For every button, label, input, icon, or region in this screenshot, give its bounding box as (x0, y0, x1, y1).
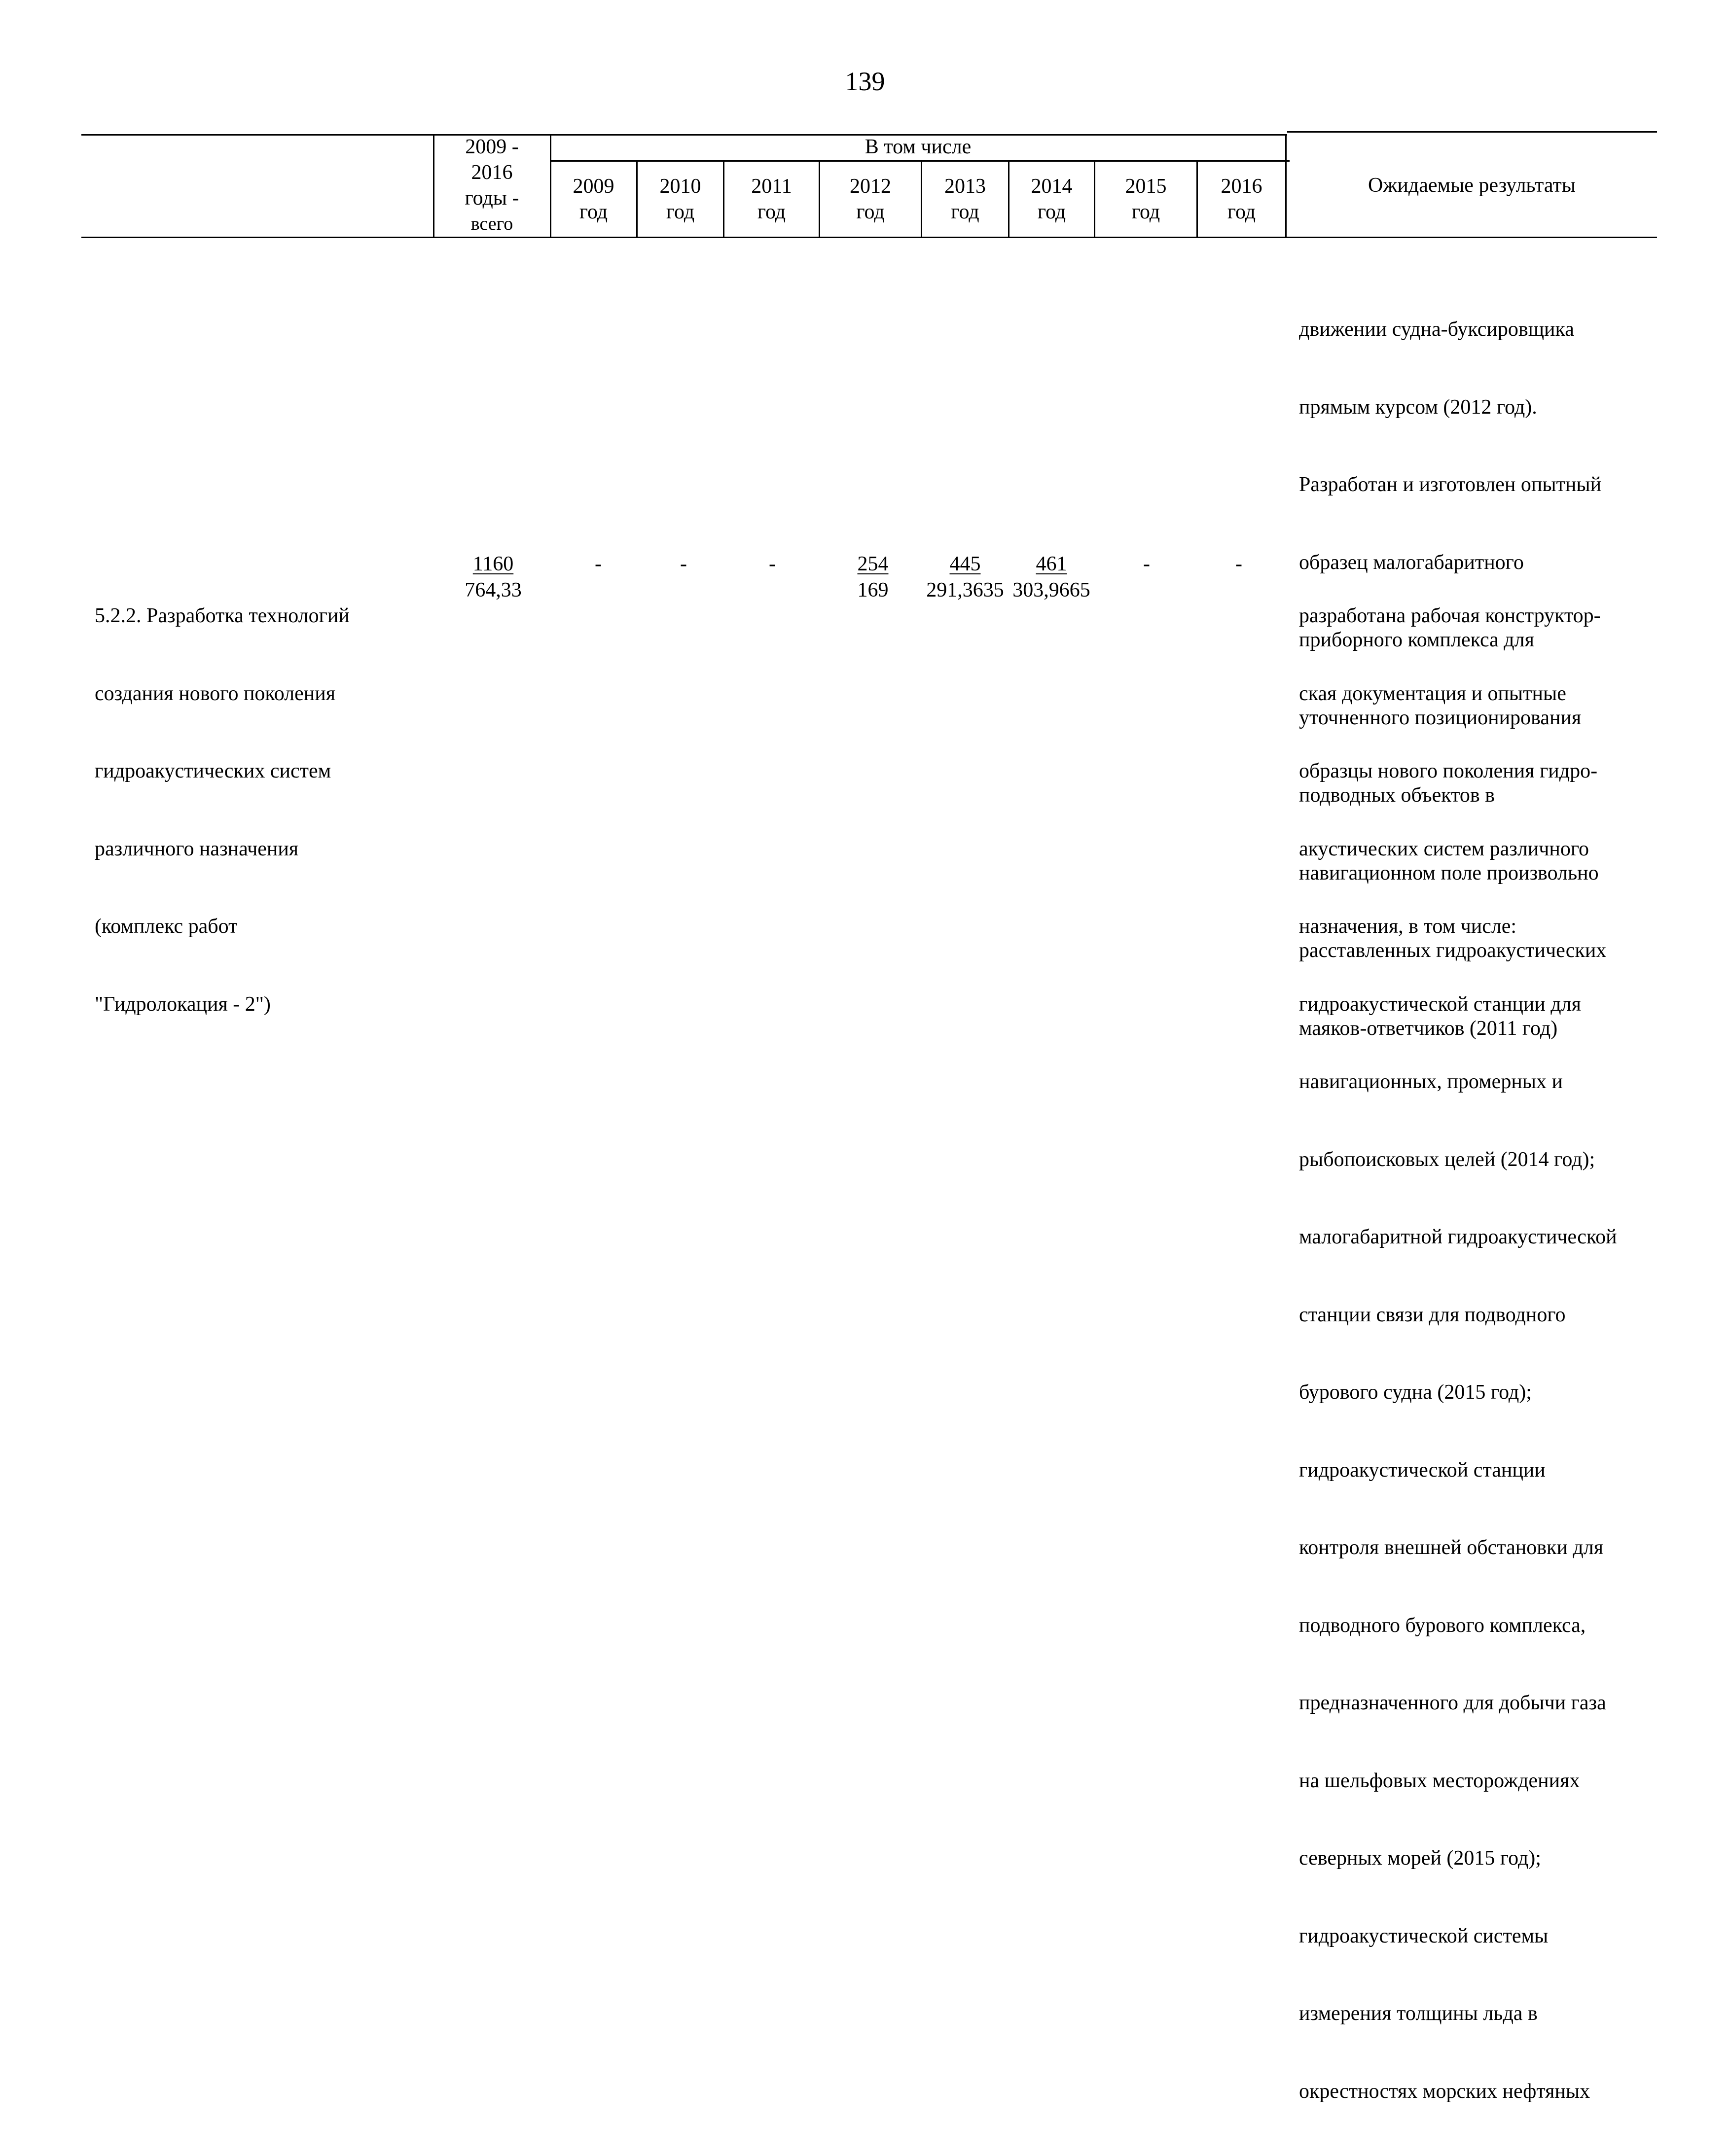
header-including: В том числе (865, 136, 972, 158)
header-year-2010: 2010 год (659, 175, 701, 223)
row-2016-value: - (1235, 553, 1242, 575)
row-2009-value: - (595, 553, 602, 575)
continued-results: движении судна-буксировщика прямым курсом (2012 год). Разработан и изготовлен опытный образец малогабаритного приборного комплекса для уточненного позиционирования подводных объектов в навигационном поле произвольно расставленных гидроакустических маяков-ответчиков (2011 год) (1299, 318, 1607, 1040)
row-2010-value: - (680, 553, 687, 575)
header-year-2011: 2011 год (751, 175, 792, 223)
page-number: 139 (845, 67, 885, 96)
rule-including-under (550, 160, 1290, 162)
rule-top-right (1287, 131, 1657, 133)
row-title: 5.2.2. Разработка технологий создания нового поколения гидроакустических систем различного назначения (комплекс работ "Гидролокация - 2") (95, 604, 350, 1016)
header-total-period: 2009 - 2016 годы - всего (465, 136, 519, 234)
header-year-2013: 2013 год (944, 175, 986, 223)
row-total: 1160 764,33 (465, 553, 522, 601)
row-2014-value: 461 303,9665 (1012, 553, 1090, 601)
header-year-2016: 2016 год (1221, 175, 1262, 223)
row-2012-value: 254 169 (857, 553, 889, 601)
row-2013-value: 445 291,3635 (926, 553, 1004, 601)
row-expected-results: разработана рабочая конструктор- ская документация и опытные образцы нового поколения гидро- акустических систем различного назначения, в том числе: гидроакустической станции для навигационных, промерных и рыбопоисковых целей (2014 год); малогабаритной гидроакустической станции связи для подводного бурового судна (2015 год); гидроакустической станции контроля внешней обстановки для подводного бурового комплекса, предназначенного для добычи газа на шельфовых месторождениях северных морей (2015 год); гидроакустической системы измерения толщины льда в окрестностях морских нефтяных (1299, 604, 1617, 2103)
row-2015-value: - (1143, 553, 1150, 575)
header-year-2014: 2014 год (1031, 175, 1073, 223)
rule-header-bottom (81, 237, 1657, 238)
header-expected-results: Ожидаемые результаты (1368, 174, 1576, 197)
header-year-2015: 2015 год (1125, 175, 1167, 223)
header-year-2009: 2009 год (573, 175, 614, 223)
header-year-2012: 2012 год (850, 175, 891, 223)
row-2011-value: - (769, 553, 776, 575)
